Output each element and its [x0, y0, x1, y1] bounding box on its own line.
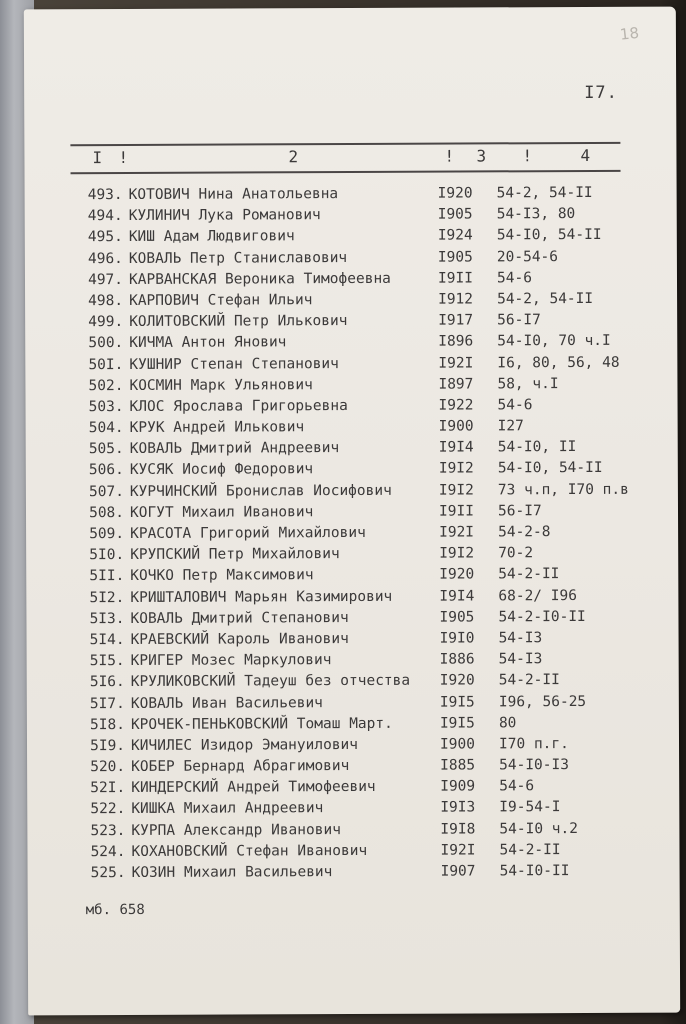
- person-name: КОЛИТОВСКИЙ Петр Илькович: [129, 313, 348, 331]
- birth-year: I9I4: [438, 439, 474, 456]
- record-number: 50I.: [88, 356, 124, 373]
- header-separator: !: [118, 147, 129, 168]
- reference: 54-2, 54-II: [497, 290, 594, 308]
- record-number: 5I4.: [89, 631, 125, 649]
- reference: 54-2, 54-II: [496, 184, 593, 202]
- person-name: КРИГЕР Мозес Маркулович: [130, 652, 332, 670]
- record-number: 5I5.: [89, 653, 125, 670]
- person-name: КОВАЛЬ Петр Станиславович: [128, 249, 348, 267]
- table-row: [26, 481, 678, 505]
- reference: 54-6: [496, 269, 532, 287]
- birth-year: I92I: [438, 354, 474, 372]
- person-name: КИНДЕРСКИЙ Андрей Тимофеевич: [131, 779, 376, 797]
- record-number: 525.: [90, 864, 126, 882]
- birth-year: I909: [440, 778, 476, 795]
- table-row: [27, 693, 679, 717]
- birth-year: I905: [437, 206, 473, 223]
- birth-year: I896: [438, 333, 474, 350]
- table-row: [26, 439, 678, 463]
- record-number: 5I9.: [90, 737, 126, 755]
- record-number: 5I2.: [89, 589, 125, 606]
- person-name: КОВАЛЬ Иван Васильевич: [130, 694, 323, 712]
- table-row: [26, 587, 678, 611]
- reference: 54-2-II: [498, 566, 560, 583]
- reference: 56-I7: [497, 312, 541, 329]
- header-rule-bottom: [71, 170, 621, 174]
- table-row: [27, 714, 679, 738]
- table-row: [27, 630, 679, 654]
- record-number: 520.: [90, 759, 126, 776]
- birth-year: I900: [438, 418, 474, 435]
- record-number: 5II.: [89, 568, 125, 585]
- record-number: 52I.: [90, 780, 126, 797]
- reference: 54-I0-II: [499, 863, 570, 880]
- birth-year: I900: [439, 736, 475, 753]
- record-number: 496.: [87, 250, 123, 267]
- person-name: КИЧИЛЕС Изидор Эмануилович: [130, 736, 359, 754]
- table-row: [26, 418, 678, 442]
- reference: 54-I0, 54-II: [497, 460, 603, 477]
- birth-year: I920: [437, 185, 473, 202]
- record-number: 508.: [89, 504, 125, 521]
- reference: 58, ч.I: [497, 375, 559, 393]
- footer-reference: мб. 658: [85, 901, 145, 919]
- birth-year: I897: [438, 376, 474, 393]
- table-row: [25, 269, 677, 293]
- table-row: [27, 820, 679, 844]
- pencil-page-number: 18: [618, 23, 640, 44]
- person-name: КУЛИНИЧ Лука Романович: [128, 207, 321, 225]
- table-row: [27, 841, 679, 865]
- table-row: [25, 248, 677, 272]
- table-row: [27, 799, 679, 823]
- table-row: [25, 312, 677, 336]
- person-name: КОВАЛЬ Дмитрий Степанович: [130, 609, 349, 627]
- header-col-1: I: [92, 148, 103, 168]
- record-number: 503.: [88, 398, 124, 416]
- birth-year: I9I2: [438, 460, 474, 478]
- birth-year: I9I2: [439, 545, 475, 562]
- person-name: КИШ Адам Людвигович: [128, 228, 295, 246]
- record-number: 524.: [90, 843, 126, 860]
- reference: 73 ч.п, I70 п.в: [497, 481, 629, 498]
- person-name: КОЗИН Михаил Васильевич: [131, 864, 333, 881]
- record-number: 494.: [87, 208, 123, 225]
- record-number: 502.: [88, 377, 124, 394]
- table-row: [26, 502, 678, 526]
- reference: I6, 80, 56, 48: [497, 354, 620, 371]
- record-number: 505.: [88, 441, 124, 458]
- record-number: 495.: [87, 229, 123, 246]
- header-separator: !: [522, 146, 533, 166]
- reference: 54-I0-I3: [499, 757, 569, 774]
- record-number: 500.: [88, 335, 124, 352]
- reference: 54-I0, 54-II: [496, 227, 602, 244]
- record-number: 5I0.: [89, 547, 125, 564]
- person-name: КРУЛИКОВСКИЙ Тадеуш без отчества: [130, 673, 411, 691]
- record-number: 504.: [88, 420, 124, 437]
- reference: 54-6: [499, 778, 535, 795]
- birth-year: I9I2: [438, 482, 474, 499]
- table-row: [26, 545, 678, 569]
- reference: 54-2-II: [499, 841, 561, 859]
- reference: I96, 56-25: [498, 693, 587, 710]
- table-row: [27, 735, 679, 759]
- reference: 80: [498, 714, 517, 732]
- birth-year: I886: [439, 651, 475, 668]
- birth-year: I907: [440, 863, 476, 880]
- record-number: 497.: [88, 271, 124, 288]
- person-name: КРАЕВСКИЙ Кароль Иванович: [130, 630, 349, 648]
- person-name: КОБЕР Бернард Абрагимович: [131, 758, 350, 776]
- record-number: 509.: [89, 525, 125, 543]
- table-row: [26, 608, 678, 632]
- birth-year: I9I5: [439, 693, 475, 711]
- person-name: КУСЯК Иосиф Федорович: [129, 461, 314, 479]
- person-name: КРАСОТА Григорий Михайлович: [130, 524, 366, 542]
- table-row: [25, 333, 677, 357]
- table-row: [25, 354, 677, 378]
- reference: 54-2-II: [498, 672, 560, 689]
- record-number: 507.: [88, 483, 124, 500]
- table-row: [26, 524, 678, 548]
- birth-year: I924: [437, 227, 473, 244]
- reference: 56-I7: [497, 502, 542, 520]
- reference: 54-6: [497, 397, 533, 414]
- record-number: 5I3.: [89, 610, 125, 627]
- person-name: КОВАЛЬ Дмитрий Андреевич: [129, 440, 340, 458]
- birth-year: I9I5: [439, 715, 475, 732]
- reference: 54-I0 ч.2: [499, 820, 579, 837]
- person-name: КРОЧЕК-ПЕНЬКОВСКИЙ Томаш Март.: [130, 715, 393, 733]
- birth-year: I905: [439, 609, 475, 626]
- person-name: КИШКА Михаил Андреевич: [131, 800, 324, 818]
- person-name: КЛОС Ярослава Григорьевна: [129, 397, 348, 415]
- birth-year: I9I0: [439, 630, 475, 647]
- person-name: КОХАНОВСКИЙ Стефан Иванович: [131, 842, 368, 860]
- header-separator: !: [444, 146, 455, 166]
- reference: I9-54-I: [499, 799, 561, 816]
- reference: 54-2-8: [498, 524, 551, 541]
- table-row: [25, 375, 677, 399]
- person-name: КУРПА Александр Иванович: [131, 821, 341, 839]
- header-col-2: 2: [288, 147, 299, 167]
- birth-year: I912: [438, 291, 474, 308]
- reference: 54-I0, II: [497, 439, 577, 456]
- reference: I70 п.г.: [498, 735, 569, 753]
- person-name: КАРПОВИЧ Стефан Ильич: [129, 292, 313, 309]
- reference: 70-2: [498, 545, 534, 562]
- reference: 54-I3: [498, 630, 543, 647]
- person-name: КОТОВИЧ Нина Анатольевна: [128, 186, 339, 203]
- table-row: [27, 778, 679, 802]
- birth-year: I917: [438, 312, 474, 329]
- birth-year: I92I: [440, 842, 476, 859]
- page-number: I7.: [584, 82, 618, 103]
- person-name: КАРВАНСКАЯ Вероника Тимофеевна: [128, 270, 391, 288]
- birth-year: I9II: [438, 503, 474, 520]
- birth-year: I920: [439, 672, 475, 689]
- record-number: 5I7.: [89, 695, 125, 712]
- birth-year: I9II: [437, 270, 473, 287]
- record-number: 5I6.: [89, 674, 125, 691]
- reference: 54-2-I0-II: [498, 608, 586, 626]
- person-name: КОГУТ Михаил Иванович: [129, 503, 314, 521]
- reference: 68-2/ I96: [498, 587, 577, 604]
- record-list: [25, 185, 680, 887]
- person-name: КРИШТАЛОВИЧ Марьян Казимирович: [130, 588, 393, 606]
- person-name: КРУК Андрей Илькович: [129, 419, 305, 437]
- table-row: [25, 291, 677, 315]
- record-number: 499.: [88, 314, 124, 331]
- person-name: КОСМИН Марк Ульянович: [129, 376, 313, 394]
- record-number: 522.: [90, 801, 126, 818]
- birth-year: I9I4: [439, 588, 475, 605]
- table-row: [27, 672, 679, 696]
- record-number: 498.: [88, 292, 124, 310]
- table-row: [28, 863, 680, 887]
- table-row: [25, 227, 677, 251]
- person-name: КИЧМА Антон Янович: [129, 334, 287, 352]
- birth-year: I92I: [439, 524, 475, 541]
- person-name: КОЧКО Петр Максимович: [130, 567, 314, 585]
- reference: 20-54-6: [496, 248, 559, 265]
- table-row: [27, 757, 679, 781]
- header-col-4: 4: [580, 145, 591, 165]
- table-row: [27, 651, 679, 675]
- birth-year: I9I8: [440, 821, 476, 838]
- birth-year: I922: [438, 397, 474, 414]
- table-row: [26, 460, 678, 484]
- record-number: 5I8.: [89, 716, 125, 733]
- birth-year: I885: [440, 757, 476, 774]
- person-name: КУРЧИНСКИЙ Бронислав Иосифович: [129, 482, 392, 500]
- reference: I27: [497, 418, 524, 435]
- table-row: [25, 185, 677, 209]
- table-row: [26, 396, 678, 420]
- person-name: КУШНИР Степан Степанович: [129, 355, 339, 373]
- record-number: 523.: [90, 822, 126, 839]
- table-row: [26, 566, 678, 590]
- reference: 54-I3: [498, 651, 543, 668]
- record-number: 506.: [88, 462, 124, 479]
- header-col-3: 3: [476, 146, 487, 166]
- reference: 54-I0, 70 ч.I: [497, 333, 611, 350]
- birth-year: I9I3: [440, 799, 476, 817]
- record-number: 493.: [87, 186, 123, 204]
- person-name: КРУПСКИЙ Петр Михайлович: [130, 546, 340, 564]
- table-header: [70, 146, 620, 170]
- table-row: [25, 206, 677, 230]
- birth-year: I905: [437, 249, 473, 266]
- reference: 54-I3, 80: [496, 206, 576, 223]
- birth-year: I920: [439, 566, 475, 583]
- document-page: [24, 7, 680, 1016]
